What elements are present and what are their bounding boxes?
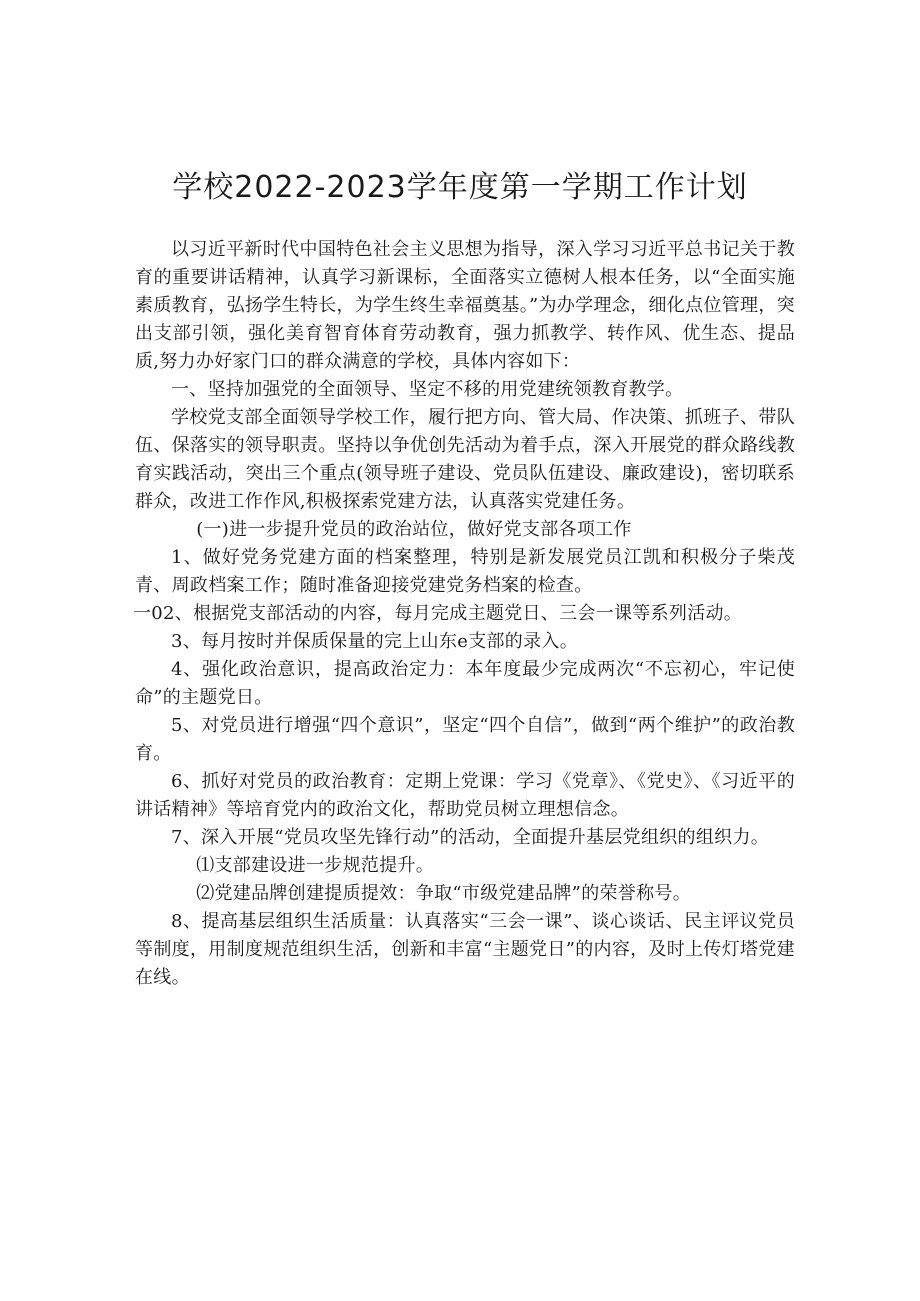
sub-item-1: ⑴支部建设进一步规范提升。 [196, 855, 435, 876]
list-item-8: 8、提高基层组织生活质量：认真落实“三会一课”、谈心谈话、民主评议党员等制度，用制度规范组织生活，创新和丰富“主题党日”的内容，及时上传灯塔党建在线。 [135, 911, 795, 988]
list-item-2: 一02、根据党支部活动的内容，每月完成主题党日、三会一课等系列活动。 [133, 603, 743, 624]
list-item-3: 3、每月按时并保质保量的完上山东e支部的录入。 [171, 631, 579, 652]
sub-item-2: ⑵党建品牌创建提质提效：争取“市级党建品牌”的荣誉称号。 [196, 883, 691, 904]
section-heading-1: 一、坚持加强党的全面领导、坚定不移的用党建统领教育教学。 [171, 379, 684, 400]
intro-paragraph: 以习近平新时代中国特色社会主义思想为指导，深入学习习近平总书记关于教育的重要讲话精神，认真学习新课标，全面落实立德树人根本任务，以“全面实施素质教育，弘扬学生特长，为学生终生幸福奠基。”为办学理念，细化点位管理，突出支部引领，强化美育智育体育劳动教育，强力抓教学、转作风、优生态、提品质,努力办好家门口的群众满意的学校，具体内容如下： [135, 239, 795, 372]
list-item-1: 1、做好党务党建方面的档案整理，特别是新发展党员江凯和积极分子柴茂青、周政档案工作；随时准备迎接党建党务档案的检查。 [135, 547, 795, 596]
list-item-4: 4、强化政治意识，提高政治定力：本年度最少完成两次“不忘初心，牢记使命”的主题党日。 [135, 659, 795, 708]
list-item-7: 7、深入开展“党员攻坚先锋行动”的活动，全面提升基层党组织的组织力。 [171, 827, 770, 848]
body-paragraph: 学校党支部全面领导学校工作，履行把方向、管大局、作决策、抓班子、带队伍、保落实的领导职责。坚持以争优创先活动为着手点，深入开展党的群众路线教育实践活动，突出三个重点(领导班子建设、党员队伍建设、廉政建设)，密切联系群众，改进工作作风,积极探索党建方法，认真落实党建任务。 [135, 407, 795, 512]
document-body [135, 236, 795, 992]
document-title: 学校2022-2023学年度第一学期工作计划 [172, 170, 748, 205]
subsection-heading-1: (一)进一步提升党员的政治站位，做好党支部各项工作 [196, 519, 632, 540]
list-item-5: 5、对党员进行增强“四个意识”，坚定“四个自信”，做到“两个维护”的政治教育。 [135, 715, 795, 764]
list-item-6: 6、抓好对党员的政治教育：定期上党课：学习《党章》、《党史》、《习近平的讲话精神》等培育党内的政治文化，帮助党员树立理想信念。 [135, 771, 795, 820]
